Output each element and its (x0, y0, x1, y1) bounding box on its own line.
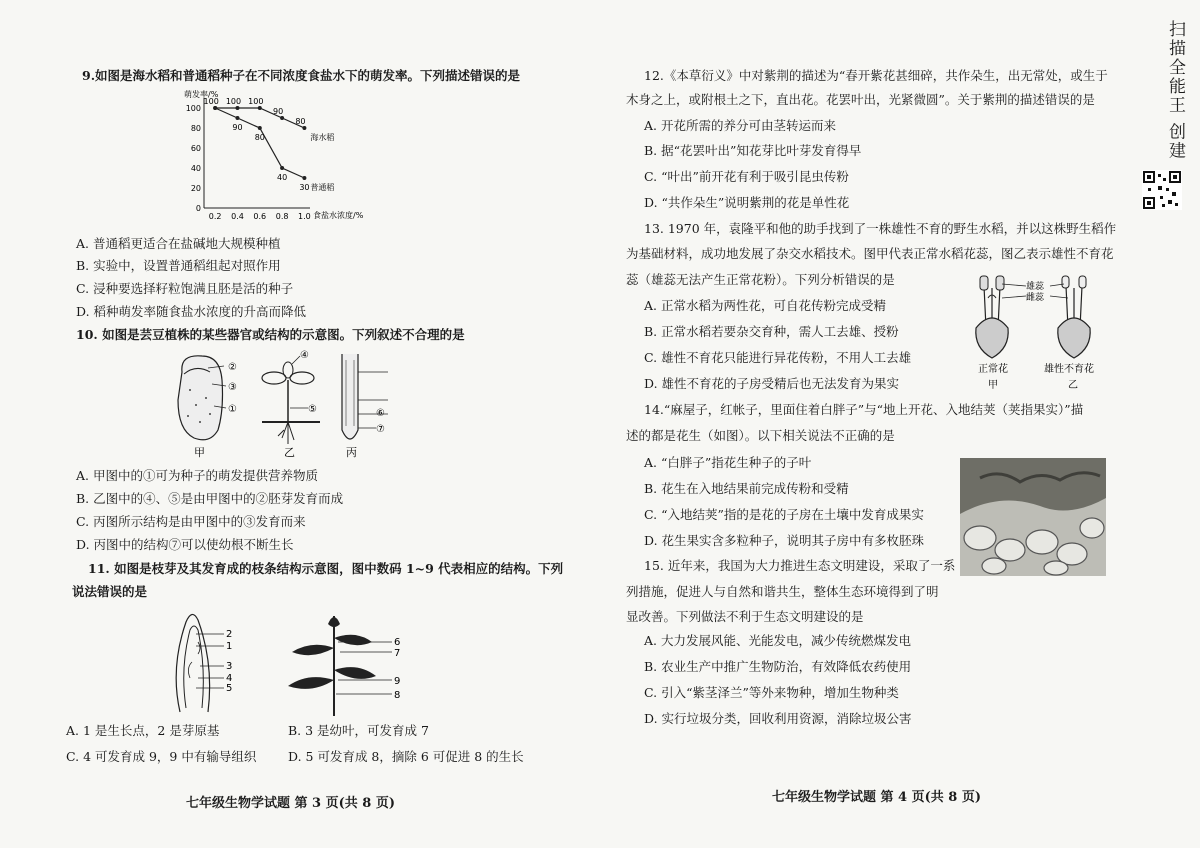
right-page-footer: 七年级生物学试题 第 4 页(共 8 页) (772, 790, 982, 805)
data-label: 100 (203, 97, 219, 106)
data-point (213, 106, 217, 110)
q11-option-a: A. 1 是生长点，2 是芽原基 (66, 723, 220, 738)
label-sterile-flower: 雄性不育花 (1044, 364, 1094, 375)
q15-option-b: B. 农业生产中推广生物防治，有效降低农药使用 (644, 659, 912, 674)
q12-option-c: C. “叶出”前开花有利于吸引昆虫传粉 (644, 169, 849, 184)
data-label: 30 (299, 183, 310, 192)
data-label: 40 (277, 173, 288, 182)
q10-option-b: B. 乙图中的④、⑤是由甲图中的②胚芽发育而成 (76, 491, 344, 506)
label-n7: ⑦ (376, 424, 385, 435)
normal-flower-diagram (976, 276, 1008, 358)
q12-option-b: B. 据“花罢叶出”知花芽比叶芽发育得早 (644, 143, 862, 158)
q12-option-d: D. “共作朵生”说明紫荆的花是单性花 (644, 195, 850, 210)
scanner-watermark: 扫描全能王 创建 (1165, 20, 1185, 161)
label-jia: 甲 (988, 380, 998, 391)
q12-option-a: A. 开花所需的养分可由茎转运而来 (644, 118, 836, 133)
q11-stem-line1: 11. 如图是枝芽及其发育成的枝条结构示意图，图中数码 1~9 代表相应的结构。下列 (88, 561, 564, 576)
y-tick-label: 0 (195, 204, 201, 213)
q11-figure (162, 608, 422, 722)
q9-option-b: B. 实验中，设置普通稻组起对照作用 (76, 258, 281, 273)
q15-option-c: C. 引入“紫茎泽兰”等外来物种，增加生物种类 (644, 685, 899, 700)
q13-figure (962, 268, 1122, 402)
q9-chart (180, 88, 380, 232)
label-n4: ④ (300, 350, 309, 361)
label-n1: ① (228, 404, 237, 415)
seedling-diagram (262, 356, 320, 444)
label-1: 1 (226, 641, 233, 652)
label-normal-flower: 正常花 (978, 364, 1008, 375)
label-bing: 丙 (346, 446, 357, 459)
q14-option-b: B. 花生在入地结果前完成传粉和受精 (644, 481, 849, 496)
q9-option-d: D. 稻种萌发率随食盐水浓度的升高而降低 (76, 304, 307, 319)
label-3: 3 (226, 661, 233, 672)
q9-stem: 9.如图是海水稻和普通稻种子在不同浓度食盐水下的萌发率。下列描述错误的是 (82, 68, 521, 83)
q13-option-d: D. 雄性不育花的子房受精后也无法发育为果实 (644, 376, 900, 391)
q14-line1: 14.“麻屋子，红帐子，里面住着白胖子”与“地上开花、入地结荚（荚指果实）”描 (644, 402, 1084, 417)
seed-diagram (178, 356, 226, 440)
label-n2: ② (228, 362, 237, 373)
label-9: 9 (394, 676, 401, 687)
data-label: 80 (295, 117, 306, 126)
label-6: 6 (394, 637, 401, 648)
x-axis-label: 食盐水浓度/% (313, 211, 364, 220)
bud-diagram (176, 614, 224, 712)
data-point (280, 116, 284, 120)
label-2: 2 (226, 629, 233, 640)
q15-option-a: A. 大力发展风能、光能发电，减少传统燃煤发电 (644, 633, 911, 648)
x-tick-label: 0.6 (253, 212, 267, 221)
q10-stem: 10. 如图是芸豆植株的某些器官或结构的示意图。下列叙述不合理的是 (76, 327, 465, 342)
branch-diagram (288, 616, 392, 716)
q14-option-c: C. “入地结荚”指的是花的子房在土壤中发育成果实 (644, 507, 924, 522)
q10-option-c: C. 丙图所示结构是由甲图中的③发育而来 (76, 514, 306, 529)
q15-option-d: D. 实行垃圾分类，回收利用资源，消除垃圾公害 (644, 711, 912, 726)
y-tick-label: 100 (185, 104, 201, 113)
y-tick-label: 40 (190, 164, 201, 173)
data-point (258, 126, 262, 130)
q11-stem-line2: 说法错误的是 (72, 584, 148, 599)
label-jia: 甲 (194, 446, 205, 459)
data-point (258, 106, 262, 110)
series-name-label: 普通稻 (310, 183, 335, 192)
right-page (600, 0, 1200, 848)
q9-option-c: C. 浸种要选择籽粒饱满且胚是活的种子 (76, 281, 294, 296)
q13-option-a: A. 正常水稻为两性花，可自花传粉完成受精 (644, 298, 886, 313)
label-stamen: 雄蕊 (1026, 282, 1045, 292)
left-page-footer: 七年级生物学试题 第 3 页(共 8 页) (186, 796, 396, 811)
data-label: 100 (225, 97, 242, 106)
q13-line3: 蕊（雄蕊无法产生正常花粉）。下列分析错误的是 (626, 272, 895, 287)
data-point (302, 126, 306, 130)
label-n5: ⑤ (308, 404, 317, 415)
y-tick-label: 60 (190, 144, 201, 153)
data-label: 90 (232, 123, 243, 132)
y-tick-label: 80 (190, 124, 201, 133)
q13-line1: 13. 1970 年，袁隆平和他的助手找到了一株雄性不育的野生水稻，并以这株野生稻作 (644, 221, 1117, 236)
q12-line2: 木身之上，或附根土之下，直出花。花罢叶出，光紧微圆”。关于紫荆的描述错误的是 (626, 92, 1095, 107)
label-7: 7 (394, 648, 401, 659)
x-tick-label: 0.2 (208, 212, 222, 221)
q11-option-b: B. 3 是幼叶，可发育成 7 (288, 723, 429, 738)
x-tick-label: 0.4 (231, 212, 244, 221)
peanut-photo (960, 458, 1106, 576)
label-pistil: 雌蕊 (1026, 293, 1045, 303)
label-n6: ⑥ (376, 408, 385, 419)
q11-option-c: C. 4 可发育成 9，9 中有输导组织 (66, 749, 257, 764)
label-4: 4 (226, 673, 233, 684)
series-name-label: 海水稻 (310, 133, 335, 142)
data-label: 100 (248, 97, 264, 106)
q15-line1: 15. 近年来，我国为大力推进生态文明建设，采取了一系 (644, 558, 956, 573)
q10-option-a: A. 甲图中的①可为种子的萌发提供营养物质 (76, 468, 318, 483)
x-tick-label: 1.0 (298, 212, 311, 221)
label-yi: 乙 (284, 446, 295, 459)
q13-line2: 为基础材料，成功地发展了杂交水稻技术。图甲代表正常水稻花蕊，图乙表示雄性不育花 (626, 246, 1114, 261)
y-tick-label: 20 (190, 184, 201, 193)
q15-line3: 显改善。下列做法不利于生态文明建设的是 (626, 609, 864, 624)
label-n3: ③ (228, 382, 237, 393)
series-line-1 (215, 108, 304, 178)
data-point (280, 166, 284, 170)
sterile-flower-diagram (1058, 276, 1090, 358)
q9-option-a: A. 普通稻更适合在盐碱地大规模种植 (76, 236, 281, 251)
label-8: 8 (394, 690, 401, 701)
q12-line1: 12.《本草衍义》中对紫荆的描述为“春开紫花甚细碎，共作朵生，出无常处，或生于 (644, 68, 1108, 83)
q13-option-c: C. 雄性不育花只能进行异花传粉，不用人工去雄 (644, 350, 912, 365)
label-5: 5 (226, 683, 233, 694)
q10-figure (170, 350, 410, 464)
data-point (302, 176, 306, 180)
q14-line2: 述的都是花生（如图）。以下相关说法不正确的是 (626, 428, 895, 443)
data-point (235, 116, 239, 120)
label-yi: 乙 (1068, 380, 1078, 391)
q14-option-a: A. “白胖子”指花生种子的子叶 (644, 455, 812, 470)
data-label: 90 (273, 107, 284, 116)
series-line-0 (215, 108, 304, 128)
data-point (235, 106, 239, 110)
qr-code-icon (1142, 170, 1182, 210)
data-label: 80 (254, 133, 265, 142)
q11-option-d: D. 5 可发育成 8，摘除 6 可促进 8 的生长 (288, 749, 524, 764)
q13-option-b: B. 正常水稻若要杂交育种，需人工去雄、授粉 (644, 324, 899, 339)
q10-option-d: D. 丙图中的结构⑦可以使幼根不断生长 (76, 537, 294, 552)
x-tick-label: 0.8 (275, 212, 289, 221)
y-axis-label: 萌发率/% (184, 90, 219, 99)
q14-option-d: D. 花生果实含多粒种子，说明其子房中有多枚胚珠 (644, 533, 925, 548)
q15-line2: 列措施，促进人与自然和谐共生，整体生态环境得到了明 (626, 584, 939, 599)
